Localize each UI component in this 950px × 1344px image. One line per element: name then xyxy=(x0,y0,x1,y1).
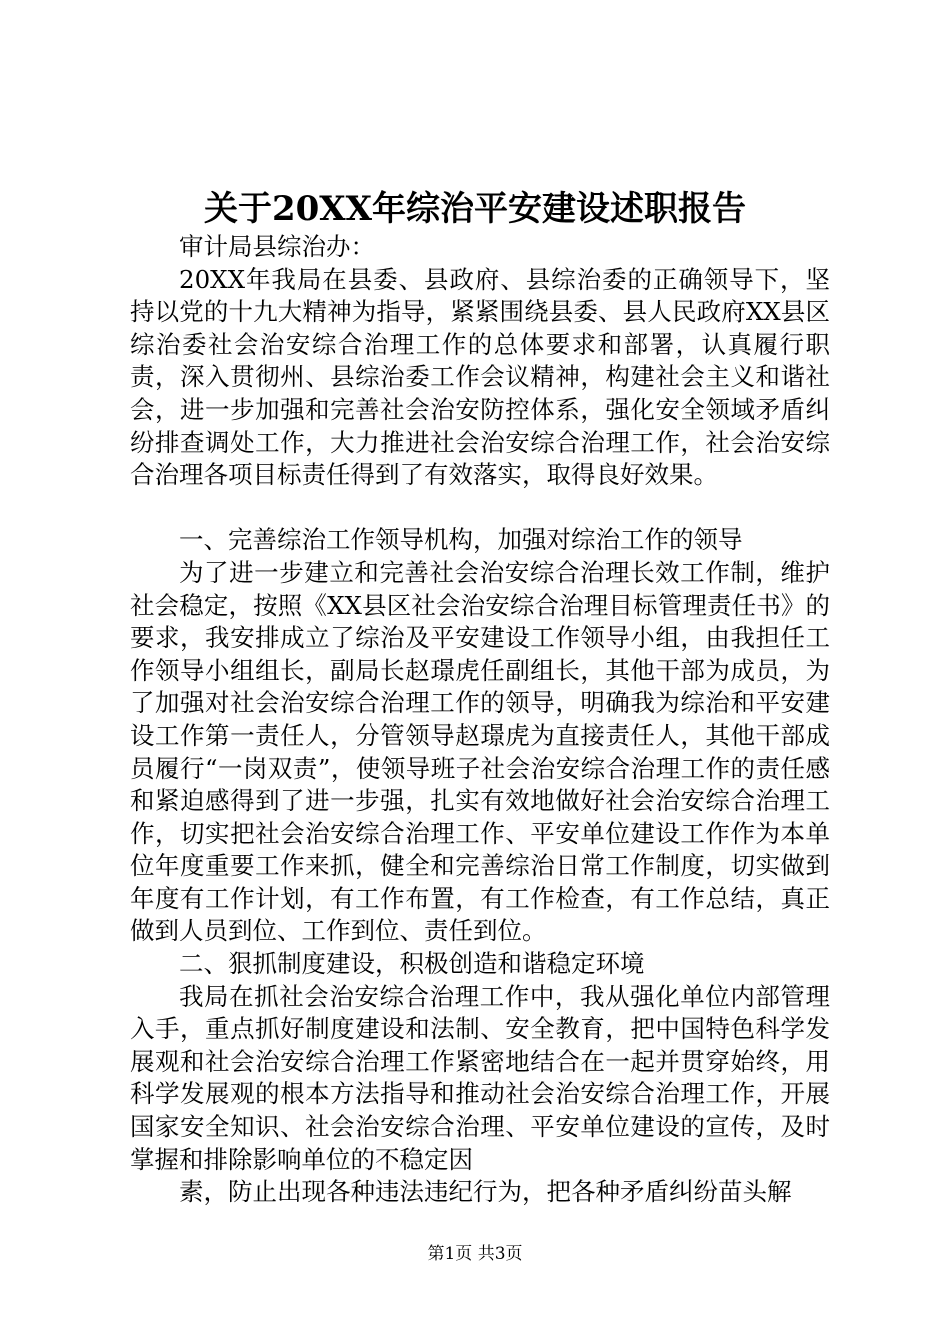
section-1-paragraph: 为了进一步建立和完善社会治安综合治理长效工作制，维护社会稳定，按照《XX县区社会治安综合治理目标管理责任书》的要求，我安排成立了综治及平安建设工作领导小组，由我担任工作领导小组组长，副局长赵璟虎任副组长，其他干部为成员，为了加强对社会治安综合治理工作的领导，明确我为综治和平安建设工作第一责任人，分管领导赵璟虎为直接责任人，其他干部成员履行“一岗双责”，使领导班子社会治安综合治理工作的责任感和紧迫感得到了进一步强，扎实有效地做好社会治安综合治理工作，切实把社会治安综合治理工作、平安单位建设工作作为本单位年度重要工作来抓，健全和完善综治日常工作制度，切实做到年度有工作计划，有工作布置，有工作检查，有工作总结，真正做到人员到位、工作到位、责任到位。 xyxy=(130,557,830,946)
intro-paragraph: 20XX年我局在县委、县政府、县综治委的正确领导下，坚持以党的十九大精神为指导，紧紧围绕县委、县人民政府XX县区综治委社会治安综合治理工作的总体要求和部署，认真履行职责，深入贯彻州、县综治委工作会议精神，构建社会主义和谐社会，进一步加强和完善社会治安防控体系，强化安全领域矛盾纠纷排查调处工作，大力推进社会治安综合治理工作，社会治安综合治理各项目标责任得到了有效落实，取得良好效果。 xyxy=(130,264,830,490)
page-number: 第1页 共3页 xyxy=(427,1244,523,1264)
section-2-paragraph: 我局在抓社会治安综合治理工作中，我从强化单位内部管理入手，重点抓好制度建设和法制、安全教育，把中国特色科学发展观和社会治安综合治理工作紧密地结合在一起并贯穿始终，用科学发展观的根本方法指导和推动社会治安综合治理工作，开展国家安全知识、社会治安综合治理、平安单位建设的宣传，及时掌握和排除影响单位的不稳定因 xyxy=(130,981,830,1174)
salutation: 审计局县综治办： xyxy=(179,232,375,261)
section-2-continuation: 素，防止出现各种违法违纪行为，把各种矛盾纠纷苗头解 xyxy=(179,1177,792,1207)
document-body xyxy=(130,231,830,1209)
document-title: 关于20XX年综治平安建设述职报告 xyxy=(203,189,747,229)
section-heading-2: 二、狠抓制度建设，积极创造和谐稳定环境 xyxy=(179,949,645,979)
section-heading-1: 一、完善综治工作领导机构，加强对综治工作的领导 xyxy=(179,525,743,555)
